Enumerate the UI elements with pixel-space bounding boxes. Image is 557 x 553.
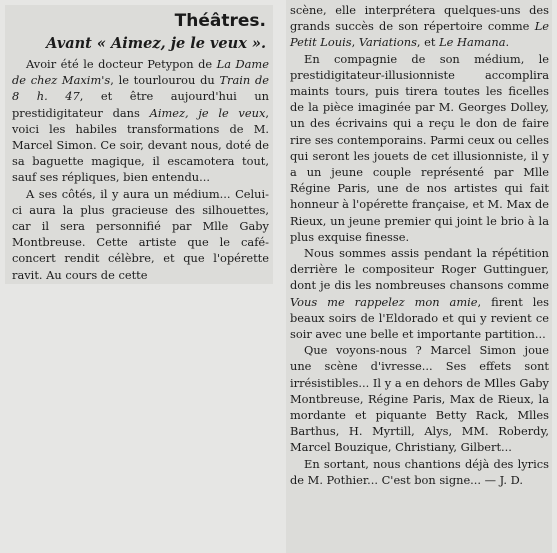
paragraph-text: , firent les beaux soirs de l'Eldorado et qui y revient ce soir avec une belle et importante partition... — [290, 294, 549, 342]
paragraph-text: scène, elle interprétera quelques-uns des grands succès de son répertoire comme — [290, 3, 549, 34]
italic-title-text: Aimez, je le veux — [149, 105, 266, 120]
paragraph-text: Nous sommes assis pendant la répétition derrière le compositeur Roger Guttinguer, dont je dis les nombreuses chansons comme — [290, 246, 549, 293]
paragraph-text: , voici les habiles transformations de M. Marcel Simon. Ce soir, devant nous, doté de sa baguette magique, il escamotera tout, sauf ses répliques, bien entendu... — [12, 105, 269, 185]
article-paragraph — [12, 56, 269, 186]
italic-title-text: Variations — [358, 35, 417, 50]
italic-title-text: La Dame de chez Maxim's — [12, 57, 269, 88]
right-clipping — [286, 0, 552, 553]
article-paragraph — [290, 342, 549, 455]
paragraph-text: , — [351, 35, 359, 50]
left-clipping — [5, 5, 273, 284]
right-article-body — [290, 2, 549, 488]
italic-title-text: Le Petit Louis — [290, 19, 549, 50]
paragraph-text: Que voyons-nous ? Marcel Simon joue une scène d'ivresse... Ses effets sont irrésistibles... Il y a en dehors de Mlles Gaby Montbreuse, Régine Paris, Max de Rieux, la mordante et piquante Betty Rack, Mlles Barthus, H. Myrtill, Alys, MM. Roberdy, Marcel Bouzique, Christiany, Gilbert... — [290, 343, 549, 455]
left-article-body — [12, 56, 269, 283]
paragraph-text: En compagnie de son médium, le prestidigitateur-illusionniste accomplira maints tours, puis tirera toutes les ficelles de la pièce imaginée par M. Georges Dolley, un des écrivains qui a reçu le don de faire rire ses contemporains. Parmi ceux ou celles qui seront les jouets de cet illusionniste, il y a un jeune couple représenté par Mlle Régine Paris, une de nos artistes qui fait honneur à l'opérette française, et M. Max de Rieux, un jeune premier qui joint le brio à la plus exquise finesse. — [290, 51, 549, 244]
paragraph-text: A ses côtés, il y aura un médium... Celui-ci aura la plus gracieuse des silhouettes, car il sera personnifié par Mlle Gaby Montbreuse. Cette artiste que le café-concert rendit célèbre, et que l'opérette ravit. Au cours de cette — [12, 186, 269, 282]
article-paragraph — [290, 245, 549, 342]
article-paragraph — [290, 2, 549, 51]
italic-title-text: Le Hamana — [439, 35, 506, 50]
paragraph-text: En sortant, nous chantions déjà des lyrics de M. Pothier... C'est bon signe... — J. D. — [290, 456, 549, 487]
article-paragraph — [290, 456, 549, 488]
paragraph-text: , et être aujourd'hui un prestidigitateur dans — [12, 89, 269, 120]
paragraph-text: , et — [416, 35, 440, 50]
article-paragraph — [12, 186, 269, 283]
italic-title-text: Vous me rappelez mon amie — [290, 294, 478, 309]
italic-title-text: Train de 8 h. 47 — [12, 73, 270, 104]
section-heading: Théâtres. — [174, 11, 266, 31]
paragraph-text: . — [505, 35, 510, 50]
paragraph-text: Avoir été le docteur Petypon de — [26, 57, 217, 71]
article-paragraph — [290, 51, 549, 245]
paragraph-text: , le tourlourou du — [110, 73, 220, 88]
article-title: Avant « Aimez, je le veux ». — [46, 35, 266, 52]
